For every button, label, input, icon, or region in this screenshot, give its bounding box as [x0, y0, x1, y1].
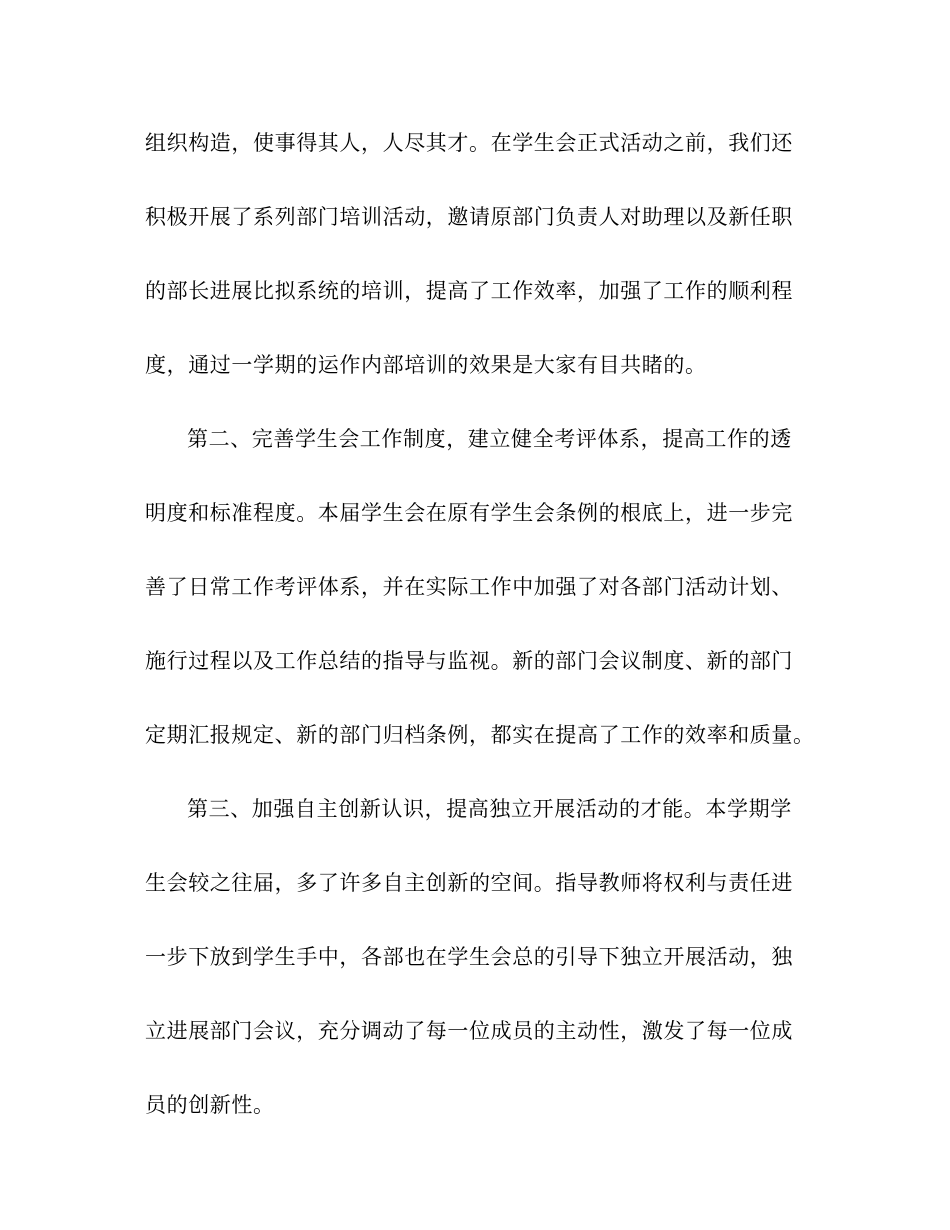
text-line: 生会较之往届，多了许多自主创新的空间。指导教师将权利与责任进: [145, 871, 793, 895]
text-line: 定期汇报规定、新的部门归档条例，都实在提高了工作的效率和质量。: [145, 723, 815, 747]
paragraph-first-line: 第三、加强自主创新认识，提高独立开展活动的才能。本学期学: [187, 797, 792, 821]
text-line: 立进展部门会议，充分调动了每一位成员的主动性，激发了每一位成: [145, 1019, 793, 1043]
text-line: 组织构造，使事得其人，人尽其才。在学生会正式活动之前，我们还: [145, 131, 793, 155]
text-line: 一步下放到学生手中，各部也在学生会总的引导下独立开展活动，独: [145, 945, 793, 969]
text-line: 施行过程以及工作总结的指导与监视。新的部门会议制度、新的部门: [145, 649, 793, 673]
text-line: 度，通过一学期的运作内部培训的效果是大家有目共睹的。: [145, 353, 707, 377]
document-body: [145, 120, 815, 1156]
text-line: 明度和标准程度。本届学生会在原有学生会条例的根底上，进一步完: [145, 501, 793, 525]
text-line: 的部长进展比拟系统的培训，提高了工作效率，加强了工作的顺利程: [145, 279, 793, 303]
paragraph-first-line: 第二、完善学生会工作制度，建立健全考评体系，提高工作的透: [187, 427, 792, 451]
text-line: 善了日常工作考评体系，并在实际工作中加强了对各部门活动计划、: [145, 575, 793, 599]
text-line: 积极开展了系列部门培训活动，邀请原部门负责人对助理以及新任职: [145, 205, 793, 229]
text-line: 员的创新性。: [145, 1093, 275, 1117]
